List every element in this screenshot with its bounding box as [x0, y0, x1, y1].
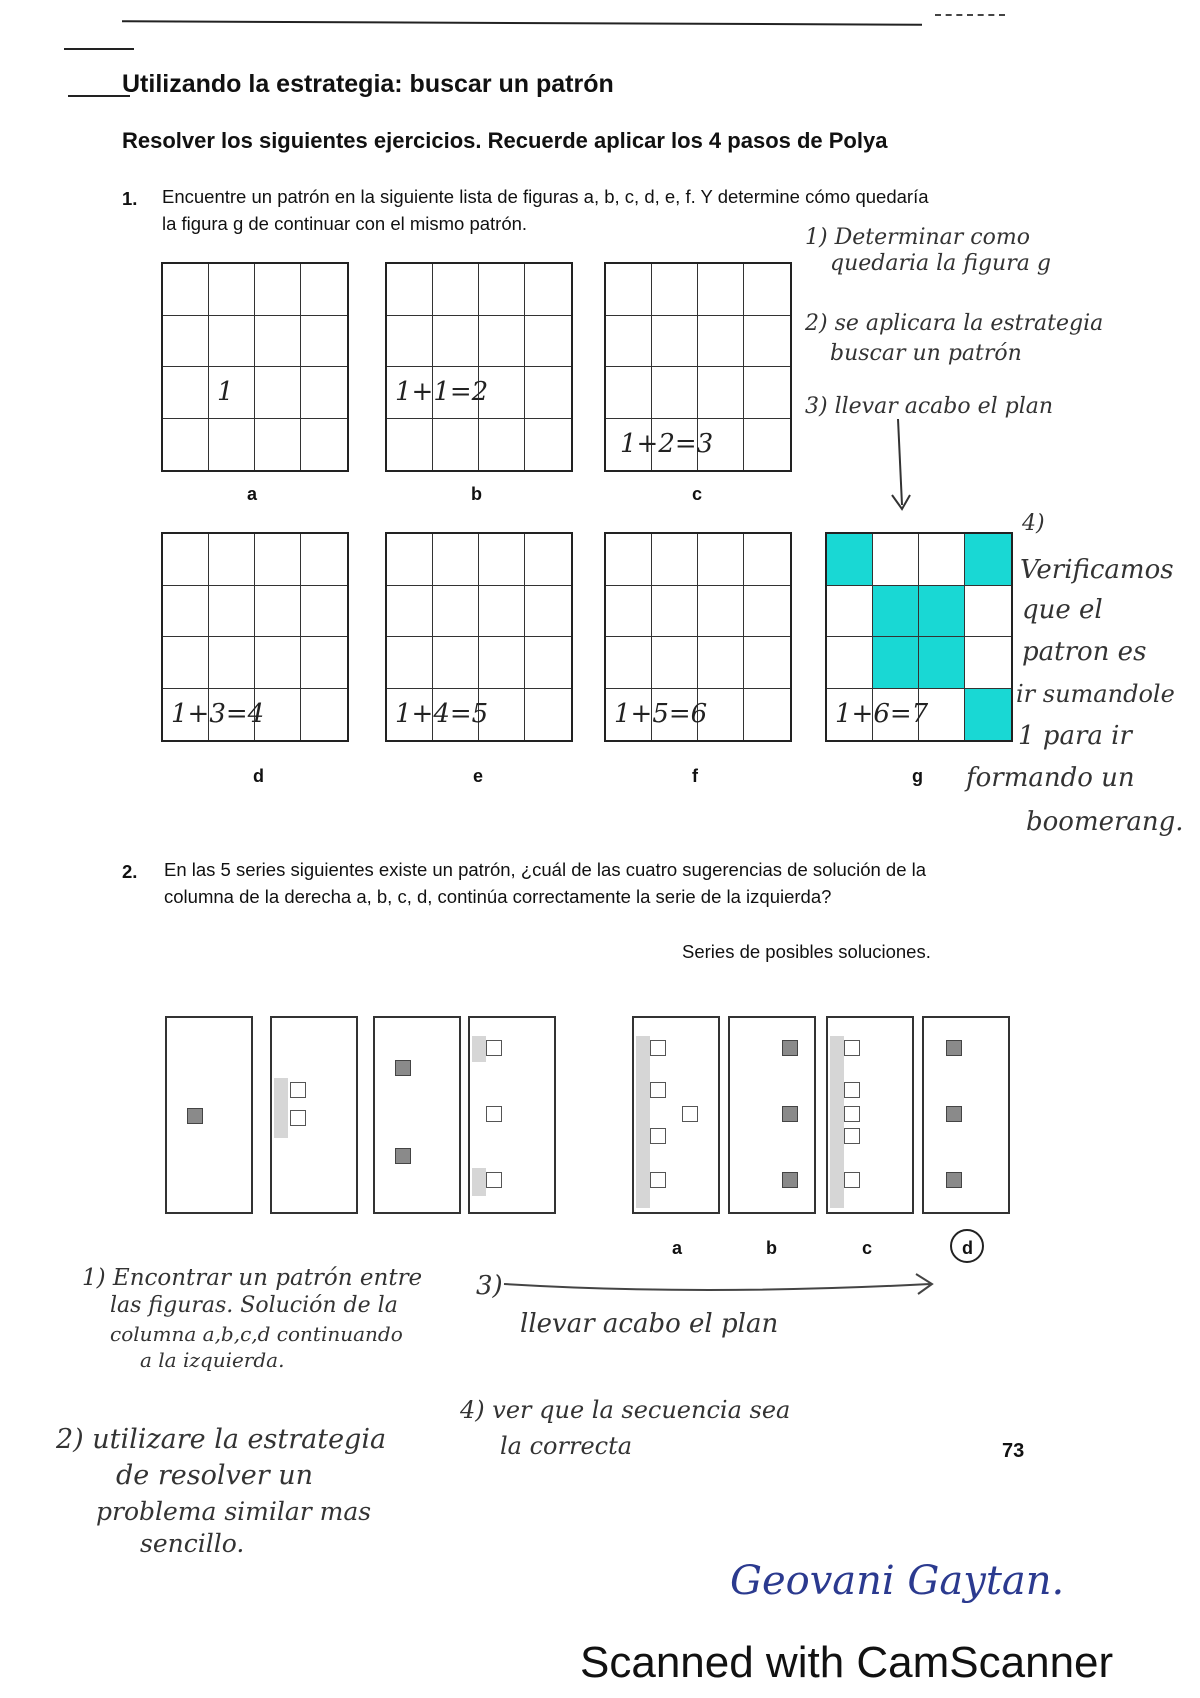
figure-grid-d: [161, 532, 349, 742]
figure-grid-g: [825, 532, 1013, 742]
q1-note-4b: Verificamos: [1020, 555, 1174, 585]
q1-note-1b: quedaria la figura g: [830, 251, 1051, 276]
square-gray: [946, 1172, 962, 1188]
square-gray: [782, 1106, 798, 1122]
q2-note-4a: 4) ver que la secuencia sea: [460, 1396, 791, 1424]
q1-number: 1.: [122, 188, 138, 209]
option-label-c: c: [862, 1238, 873, 1258]
square-white: [650, 1172, 666, 1188]
square-white: [486, 1106, 502, 1122]
figure-label-a: a: [247, 484, 258, 504]
q1-arrow: [880, 415, 920, 515]
solution-panel-a: [632, 1016, 720, 1214]
page-subtitle: Resolver los siguientes ejercicios. Recuerde aplicar los 4 pasos de Polya: [122, 128, 888, 153]
figure-label-b: b: [471, 484, 482, 504]
q1-note-2b: buscar un patrón: [830, 341, 1022, 366]
solutions-title: Series de posibles soluciones.: [682, 941, 931, 962]
shadow: [472, 1168, 486, 1196]
option-label-b: b: [766, 1238, 777, 1258]
square-gray: [946, 1040, 962, 1056]
square-white: [486, 1172, 502, 1188]
figure-grid-a: [161, 262, 349, 472]
square-gray: [187, 1108, 203, 1124]
series-panel-1: [165, 1016, 253, 1214]
figure-f-note: 1+5=6: [614, 699, 708, 730]
figure-b-note: 1+1=2: [395, 377, 489, 408]
square-white: [844, 1082, 860, 1098]
figure-grid-e: [385, 532, 573, 742]
shadow: [830, 1036, 844, 1208]
figure-d-note: 1+3=4: [171, 699, 265, 730]
selected-answer-circle: [950, 1229, 984, 1263]
title-rule-short: [64, 48, 134, 50]
q2-arrow: [500, 1262, 940, 1302]
q2-note-2b: de resolver un: [116, 1460, 313, 1491]
q2-note-1b: las figuras. Solución de la: [110, 1293, 398, 1318]
solution-panel-d: [922, 1016, 1010, 1214]
q2-note-3b: llevar acabo el plan: [520, 1309, 779, 1339]
signature: Geovani Gaytan.: [730, 1558, 1065, 1604]
square-gray: [782, 1172, 798, 1188]
top-rule-dash: [935, 14, 1005, 16]
square-white: [650, 1040, 666, 1056]
q2-note-2d: sencillo.: [140, 1529, 245, 1558]
q1-note-4f: 1 para ir: [1018, 721, 1132, 751]
shadow: [636, 1036, 650, 1208]
figure-grid-c: [604, 262, 792, 472]
q2-note-3a: 3): [476, 1271, 503, 1301]
square-white: [844, 1106, 860, 1122]
figure-label-e: e: [473, 766, 484, 786]
solution-panel-b: [728, 1016, 816, 1214]
page-title: Utilizando la estrategia: buscar un patrón: [122, 70, 614, 98]
q2-text-line2: columna de la derecha a, b, c, d, continúa correctamente la serie de la izquierda?: [164, 886, 832, 907]
square-gray: [395, 1148, 411, 1164]
q1-note-2a: 2) se aplicara la estrategia: [805, 311, 1104, 336]
square-gray: [782, 1040, 798, 1056]
q1-note-4h: boomerang.: [1026, 807, 1184, 837]
page-number: 73: [1002, 1440, 1025, 1462]
figure-label-d: d: [253, 766, 264, 786]
square-white: [650, 1128, 666, 1144]
q1-note-4g: formando un: [966, 763, 1135, 793]
q1-note-4d: patron es: [1022, 637, 1147, 667]
q1-note-4a: 4): [1022, 511, 1045, 536]
q2-note-1c: columna a,b,c,d continuando: [110, 1322, 403, 1346]
square-white: [682, 1106, 698, 1122]
figure-a-note: 1: [217, 377, 234, 408]
square-white: [844, 1128, 860, 1144]
figure-label-g: g: [912, 766, 923, 786]
q1-text-line2: la figura g de continuar con el mismo patrón.: [162, 213, 528, 234]
q1-text-line1: Encuentre un patrón en la siguiente lista de figuras a, b, c, d, e, f. Y determine cómo quedaría: [162, 186, 929, 207]
q2-number: 2.: [122, 861, 138, 882]
square-white: [650, 1082, 666, 1098]
figure-c-note: 1+2=3: [620, 429, 714, 460]
figure-grid-b: [385, 262, 573, 472]
q2-text-line1: En las 5 series siguientes existe un patrón, ¿cuál de las cuatro sugerencias de solución de la: [164, 859, 927, 880]
top-rule: [122, 20, 922, 25]
figure-label-f: f: [692, 766, 698, 786]
series-panel-2: [270, 1016, 358, 1214]
square-white: [290, 1082, 306, 1098]
q1-note-4c: que el: [1022, 595, 1103, 625]
series-panel-3: [373, 1016, 461, 1214]
q2-note-2a: 2) utilizare la estrategia: [56, 1424, 387, 1455]
q2-note-1a: 1) Encontrar un patrón entre: [82, 1265, 423, 1291]
option-label-a: a: [672, 1238, 683, 1258]
q2-note-4b: la correcta: [500, 1432, 633, 1460]
q2-note-1d: a la izquierda.: [140, 1348, 285, 1372]
square-gray: [395, 1060, 411, 1076]
q1-note-1a: 1) Determinar como: [805, 225, 1030, 250]
title-rule: [68, 95, 130, 97]
square-white: [486, 1040, 502, 1056]
scanner-footer: Scanned with CamScanner: [580, 1638, 1114, 1687]
figure-grid-f: [604, 532, 792, 742]
figure-g-note: 1+6=7: [835, 699, 929, 730]
shadow: [472, 1036, 486, 1062]
figure-e-note: 1+4=5: [395, 699, 489, 730]
shadow: [274, 1078, 288, 1138]
square-white: [844, 1040, 860, 1056]
option-label-d: d: [962, 1238, 973, 1258]
q1-note-4e: ir sumandole: [1016, 680, 1175, 708]
series-panel-4: [468, 1016, 556, 1214]
figure-label-c: c: [692, 484, 703, 504]
solution-panel-c: [826, 1016, 914, 1214]
q1-note-3: 3) llevar acabo el plan: [805, 394, 1054, 419]
square-white: [290, 1110, 306, 1126]
q2-note-2c: problema similar mas: [96, 1497, 372, 1526]
square-white: [844, 1172, 860, 1188]
square-gray: [946, 1106, 962, 1122]
